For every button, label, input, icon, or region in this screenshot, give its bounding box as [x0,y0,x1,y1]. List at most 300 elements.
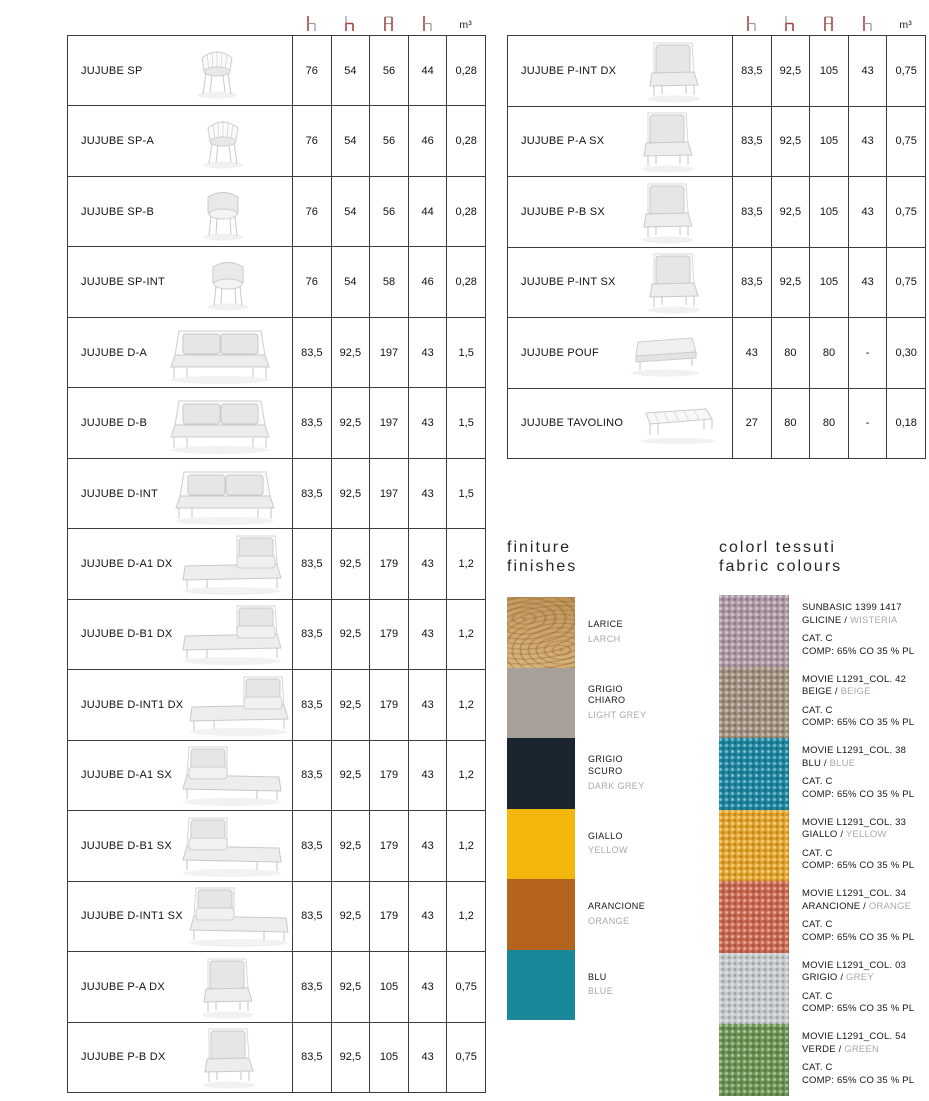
dimension-value: 43 [861,64,874,77]
dimension-value: 56 [382,205,396,218]
dimension-value: 105 [819,276,839,289]
dimension-value-cell [409,952,448,1022]
dimension-value: 0,75 [455,1051,477,1064]
dimension-value: 1,5 [458,487,474,500]
fabric-name-it: ARANCIONE [802,900,861,912]
dimension-value-cell [332,600,371,670]
fabrics-title-en: fabric colours [719,557,843,575]
product-name-cell [508,107,733,178]
dimension-value: 83,5 [301,839,323,852]
finish-label [575,809,628,880]
dimension-value: 80 [784,346,797,359]
dimension-value-cell [849,177,888,248]
product-name: JUJUBE D-INT1 DX [81,698,184,711]
dimension-value-cell [293,106,332,176]
dimension-value-cell [409,741,448,811]
dimension-value-cell [447,318,486,388]
dimension-value-cell [447,741,486,811]
dimension-value: 179 [379,769,399,782]
product-image-table [623,401,732,445]
dimension-value-cell [887,36,926,107]
dimension-value-cell [332,741,371,811]
product-name-cell [68,670,293,740]
dimension-value: 92,5 [339,839,362,852]
dimension-value-cell [409,1023,448,1093]
dimension-value: 80 [784,417,797,430]
dimension-value: 43 [421,769,434,782]
dimension-value-cell [849,107,888,178]
finish-swatch [507,879,575,950]
fabric-name-it: GLICINE [802,614,842,626]
dimension-value-cell [409,177,448,247]
dimension-value: 0,28 [455,276,477,289]
width-icon [369,4,408,34]
dimension-value-cell [447,952,486,1022]
dimension-value-cell [810,107,849,178]
fabric-item [719,738,929,810]
dimension-value: 43 [421,910,434,923]
fabric-name-separator: / [821,757,830,769]
finish-item [507,597,652,668]
fabrics-title-it: colorl tessuti [719,539,836,556]
dimension-value: 1,2 [458,698,474,711]
product-image-sofa [147,321,292,385]
dimension-value-cell [370,811,409,881]
product-name: JUJUBE SP-B [81,205,155,218]
fabric-composition: COMP: 65% CO 35 % PL [802,717,915,729]
product-name-cell [68,882,293,952]
dimension-value-cell [887,248,926,319]
dimension-value: 83,5 [301,910,323,923]
product-image-chaise-dx [183,673,293,737]
dimension-value: 83,5 [301,980,323,993]
dimension-value: 43 [421,417,434,430]
dimension-value: 83,5 [741,64,763,77]
dimension-value-cell [370,247,409,317]
dimension-value-cell [293,36,332,106]
dimension-value: 54 [344,205,357,218]
finishes-title-en: finishes [507,557,578,575]
dimension-value-cell [447,882,486,952]
dimension-value-cell [733,177,772,248]
fabric-name-separator: / [837,829,846,841]
dimension-value-cell [293,882,332,952]
dimension-value-cell [370,177,409,247]
product-name: JUJUBE D-A [81,346,148,359]
product-name-cell [68,811,293,881]
dimension-value-cell [370,600,409,670]
product-image-module [616,250,732,314]
product-name: JUJUBE P-INT DX [521,64,617,77]
fabric-name [802,972,929,985]
dimension-value: 83,5 [301,628,323,641]
dimension-value-cell [293,177,332,247]
dimension-value-cell [447,600,486,670]
product-name: JUJUBE D-INT [81,487,158,500]
product-name: JUJUBE D-A1 SX [81,769,172,782]
product-image-chaise-sx [183,884,293,948]
dimension-value-cell [447,1023,486,1093]
dimension-value: 0,75 [895,205,917,218]
dimension-value: 76 [305,135,318,148]
dimension-value: 43 [421,628,434,641]
cubic-metres-label: m³ [459,19,473,31]
fabric-item [719,810,929,882]
dimension-value: - [865,346,870,359]
finish-swatch [507,597,575,668]
dimension-value: 43 [421,839,434,852]
fabric-name-it: BLU [802,757,822,769]
dimension-value-cell [447,388,486,458]
dimension-value-cell [447,177,486,247]
dimension-value-cell [447,459,486,529]
product-image-chair [143,42,292,100]
finish-swatch-list [507,597,652,1020]
dimension-value: 43 [861,135,874,148]
dimension-value: 0,28 [455,64,477,77]
finish-name-it: ARANCIONE [588,901,646,912]
fabric-label [789,881,929,953]
dimension-value-cell [409,600,448,670]
left-table-dimension-header [292,4,485,34]
product-image-sofa [158,462,292,526]
fabric-item [719,953,929,1025]
finish-label [575,668,652,739]
product-name: JUJUBE SP-A [81,135,155,148]
dimension-value-cell [810,318,849,389]
dimension-value: 83,5 [301,487,323,500]
product-image-chaise-dx [173,602,292,666]
fabric-label [789,667,929,739]
dimension-value: 43 [421,980,434,993]
dimension-value-cell [772,318,811,389]
fabric-name [802,615,929,628]
dimension-value: 1,5 [458,346,474,359]
height-icon [292,4,331,34]
fabric-code: SUNBASIC 1399 1417 [802,602,902,613]
product-image-armchair [154,183,292,241]
dimension-value-cell [447,670,486,740]
fabric-composition: COMP: 65% CO 35 % PL [802,1074,915,1086]
product-image-chaise-dx [173,532,292,596]
fabric-name [802,901,929,914]
dimension-value: 197 [379,487,399,500]
product-name-cell [508,389,733,460]
dimension-value-cell [293,459,332,529]
dimension-value-cell [447,529,486,599]
dimension-value-cell [409,459,448,529]
fabric-name-it: VERDE [802,1043,836,1055]
product-image-chaise-sx [172,814,292,878]
dimension-value: 56 [382,135,396,148]
dimension-value: 179 [379,628,399,641]
dimension-value-cell [772,248,811,319]
product-name: JUJUBE P-A SX [521,135,605,148]
finish-name-en: BLUE [588,986,614,997]
dimension-value-cell [370,388,409,458]
dimension-value: 43 [421,346,434,359]
dimension-value-cell [409,811,448,881]
fabric-name-separator: / [837,972,847,984]
product-name: JUJUBE P-B SX [521,205,605,218]
fabric-name-en: BLUE [829,757,856,769]
product-image-module [605,180,732,244]
finishes-title-it: finiture [507,539,572,556]
product-image-module [616,39,732,103]
dimension-value-cell [887,107,926,178]
dimension-value: 54 [344,64,357,77]
dimension-value-cell [447,811,486,881]
dimension-value: - [865,417,870,430]
dimension-value-cell [447,247,486,317]
product-name: JUJUBE TAVOLINO [521,417,624,430]
finish-name-en: LIGHT GREY [588,710,647,721]
fabric-code: MOVIE L1291_COL. 38 [802,745,907,756]
dimension-value: 105 [379,1051,399,1064]
dimension-value: 80 [822,417,836,430]
product-image-chaise-sx [172,743,292,807]
dimension-value-cell [772,36,811,107]
fabric-item [719,595,929,667]
dimension-value: 0,30 [895,346,917,359]
dimension-value: 83,5 [301,557,323,570]
dimension-value-cell [849,318,888,389]
dimension-value-cell [332,318,371,388]
dimension-value-cell [409,36,448,106]
fabric-category: CAT. C [802,847,833,859]
finish-name-it: GRIGIO CHIARO [588,683,626,706]
fabric-category: CAT. C [802,919,833,931]
fabric-category: CAT. C [802,776,833,788]
finish-label [575,950,613,1021]
dimension-value-cell [293,318,332,388]
dimension-value-cell [409,318,448,388]
finish-item [507,738,652,809]
dimension-value-cell [370,882,409,952]
finish-name-en: ORANGE [588,915,630,926]
dimension-value-cell [332,529,371,599]
dimension-value: 0,75 [895,276,917,289]
product-name-cell [68,36,293,106]
depth-icon [408,4,447,34]
finish-swatch [507,950,575,1021]
dimension-value: 76 [305,64,318,77]
fabric-label [789,738,929,810]
seat-height-icon [331,4,370,34]
dimension-value: 105 [819,205,839,218]
dimension-value: 83,5 [301,1051,323,1064]
dimension-value: 1,2 [458,557,474,570]
dimension-value-cell [887,389,926,460]
dimension-value: 83,5 [741,205,763,218]
product-name-cell [68,318,293,388]
dimension-value: 0,75 [895,64,917,77]
dimension-value: 0,28 [455,135,477,148]
product-image-module [166,1025,292,1089]
fabric-swatch [719,810,789,882]
fabric-category: CAT. C [802,704,833,716]
product-image-module [604,109,732,173]
fabric-item [719,667,929,739]
dimension-value: 44 [421,64,434,77]
dimension-value: 27 [745,417,758,430]
dimension-value-cell [293,952,332,1022]
dimension-value: 92,5 [339,769,362,782]
dimension-value-cell [370,318,409,388]
dimension-value-cell [733,389,772,460]
fabric-swatch [719,881,789,953]
fabric-name-en: YELLOW [845,829,887,841]
dimension-value-cell [849,36,888,107]
fabric-name-separator: / [860,900,869,912]
dimension-value-cell [293,247,332,317]
dimension-value: 1,2 [458,769,474,782]
product-name: JUJUBE P-INT SX [521,276,616,289]
product-name-cell [68,247,293,317]
dimension-value: 43 [745,346,758,359]
dimension-value-cell [810,248,849,319]
fabric-swatch [719,595,789,667]
dimension-value: 92,5 [339,1051,362,1064]
fabric-name [802,829,929,842]
fabric-name-separator: / [841,614,850,626]
dimension-value: 0,18 [895,417,917,430]
fabric-item [719,1024,929,1096]
finish-name-it: GRIGIO SCURO [588,754,623,776]
fabric-label [789,953,929,1025]
cubic-metres-label: m³ [899,19,913,31]
dimension-value-cell [409,529,448,599]
dimension-value-cell [849,248,888,319]
dimension-value-cell [332,459,371,529]
finish-swatch [507,809,575,880]
fabric-label [789,810,929,882]
finish-label [575,738,652,809]
product-name-cell [68,1023,293,1093]
product-name: JUJUBE D-B1 SX [81,839,172,852]
fabric-composition: COMP: 65% CO 35 % PL [802,860,915,872]
dimension-value-cell [370,741,409,811]
dimension-value-cell [293,670,332,740]
dimension-value: 83,5 [301,346,323,359]
dimension-value: 1,2 [458,910,474,923]
dimension-value: 43 [861,276,874,289]
fabric-name-en: GREY [846,972,874,984]
product-image-sofa [147,391,292,455]
fabric-code: MOVIE L1291_COL. 34 [802,888,907,899]
fabric-composition: COMP: 65% CO 35 % PL [802,1003,915,1015]
dimension-value: 105 [819,64,839,77]
dimension-value-cell [293,529,332,599]
fabric-code: MOVIE L1291_COL. 33 [802,816,907,828]
finish-swatch [507,668,575,739]
dimension-value-cell [370,36,409,106]
finish-name-en: DARK GREY [588,780,645,791]
dimension-value: 46 [421,135,434,148]
fabric-name-en: BEIGE [840,686,871,698]
product-image-pouf [599,328,732,378]
fabric-label [789,595,929,667]
product-image-module [165,955,292,1019]
dimension-value-cell [772,177,811,248]
dimension-value: 58 [382,276,396,289]
finish-label [575,597,623,668]
dimension-value: 54 [344,276,357,289]
fabric-item [719,881,929,953]
dimension-value: 1,2 [458,839,474,852]
dimension-value-cell [772,107,811,178]
fabric-category: CAT. C [802,1062,833,1074]
product-name: JUJUBE SP-INT [81,276,165,289]
dimension-value-cell [332,36,371,106]
fabric-code: MOVIE L1291_COL. 42 [802,673,907,685]
fabric-category: CAT. C [802,990,833,1002]
dimension-value: 92,5 [339,487,362,500]
dimension-value-cell [370,1023,409,1093]
dimension-value: 92,5 [779,64,802,77]
fabric-name-separator: / [832,686,841,698]
right-table-dimension-header [732,4,925,34]
fabric-name-it: GIALLO [802,829,838,841]
dimension-value-cell [409,882,448,952]
dimension-value-cell [409,247,448,317]
dimension-value: 105 [819,135,839,148]
dimension-value-cell [332,952,371,1022]
finish-name-en: YELLOW [588,845,628,856]
dimension-value: 83,5 [301,417,323,430]
fabric-composition: COMP: 65% CO 35 % PL [802,788,915,800]
finishes-heading [507,539,577,577]
dimension-value: 43 [421,487,434,500]
dimension-value: 92,5 [339,557,362,570]
dimension-value: 83,5 [741,135,763,148]
product-name-cell [68,459,293,529]
dimension-value-cell [447,36,486,106]
dimension-value-cell [370,106,409,176]
dimension-value-cell [293,811,332,881]
product-name-cell [68,177,293,247]
product-name: JUJUBE SP [81,64,143,77]
dimension-value-cell [733,318,772,389]
dimension-value-cell [810,36,849,107]
dimension-value: 92,5 [779,276,802,289]
dimension-value-cell [810,177,849,248]
dimension-value-cell [733,248,772,319]
dimension-value: 0,28 [455,205,477,218]
dimension-value: 0,75 [895,135,917,148]
fabric-category: CAT. C [802,633,833,645]
dimension-value: 83,5 [741,276,763,289]
depth-icon [848,4,887,34]
product-name-cell [68,529,293,599]
dimension-value: 43 [421,557,434,570]
dimension-value-cell [887,318,926,389]
dimension-value: 105 [379,980,399,993]
fabric-swatch [719,1024,789,1096]
seat-height-icon [771,4,810,34]
dimension-value-cell [332,106,371,176]
product-name-cell [508,177,733,248]
product-name: JUJUBE P-A DX [81,980,165,993]
dimension-value: 92,5 [339,698,362,711]
fabric-label [789,1024,929,1096]
dimension-value: 56 [382,64,396,77]
fabric-name-en: GREEN [844,1043,880,1055]
dimension-value: 179 [379,698,399,711]
dimension-value: 44 [421,205,434,218]
dimension-value-cell [772,389,811,460]
fabric-swatch [719,738,789,810]
